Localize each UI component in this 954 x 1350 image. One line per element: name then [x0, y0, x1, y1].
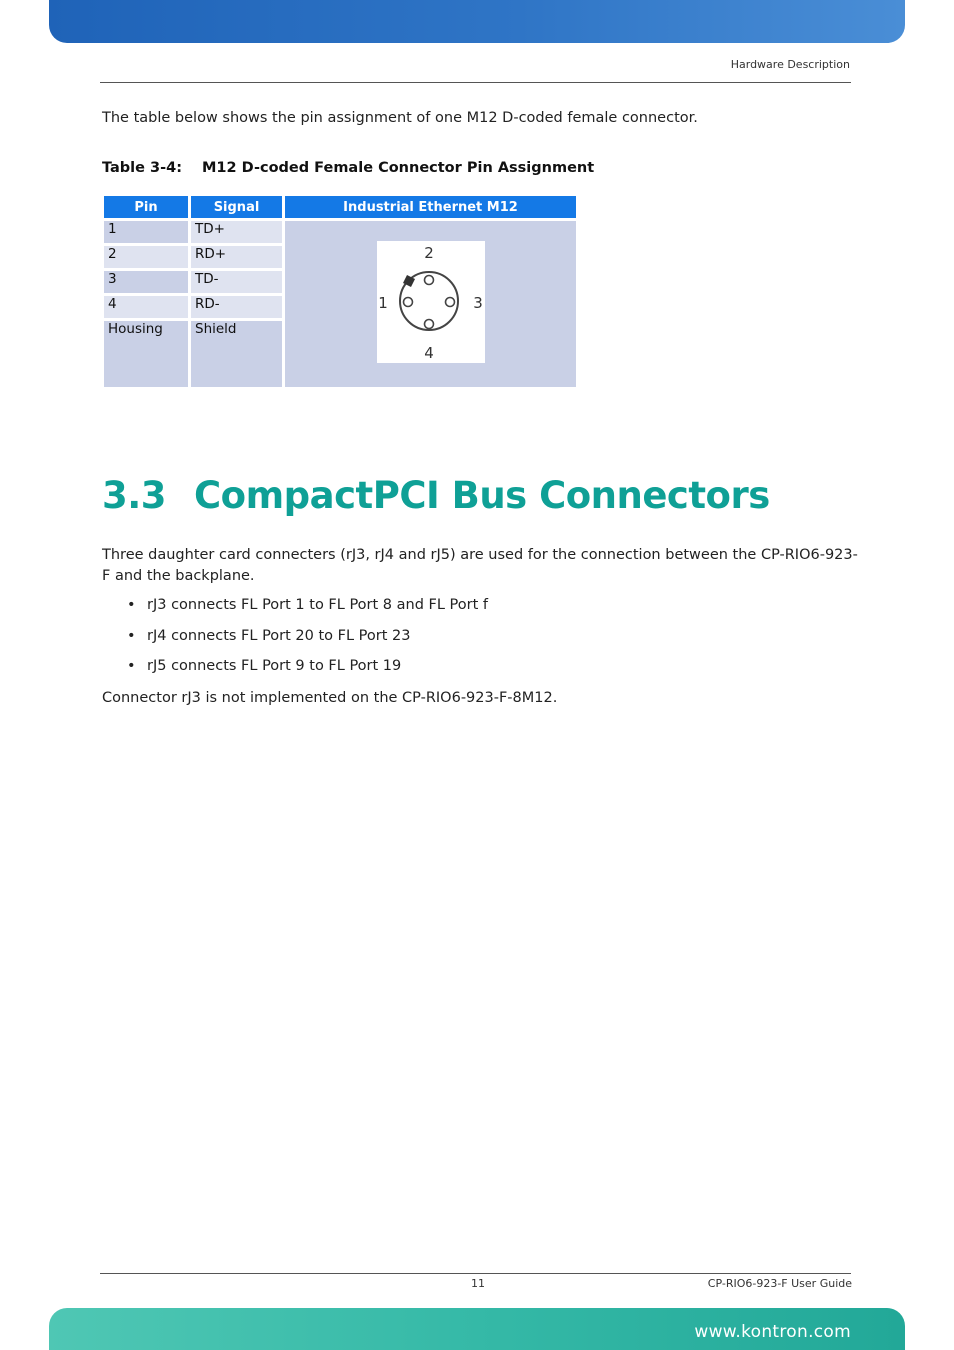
running-head: Hardware Description [730, 58, 850, 71]
section-note: Connector rJ3 is not implemented on the CP-RIO6-923-F-8M12. [102, 690, 558, 706]
header-band [49, 0, 905, 43]
connector-label-bottom: 4 [423, 344, 434, 362]
list-item [127, 658, 401, 674]
header-rule [100, 82, 851, 83]
connector-label-right: 3 [472, 294, 483, 312]
table-caption-title: M12 D-coded Female Connector Pin Assignment [202, 160, 595, 176]
header-connector: Industrial Ethernet M12 [285, 196, 576, 218]
connector-label-top: 2 [423, 244, 434, 262]
pin-assignment-table [101, 193, 579, 390]
cell-pin: Housing [104, 321, 188, 387]
list-item-text: rJ5 connects FL Port 9 to FL Port 19 [147, 658, 402, 674]
footer-band [49, 1308, 905, 1350]
footer-rule [100, 1273, 851, 1274]
connector-label-left: 1 [377, 294, 388, 312]
table-caption-number: Table 3-4: [102, 160, 183, 176]
header-signal: Signal [191, 196, 282, 218]
cell-pin: 4 [104, 296, 188, 318]
website-link[interactable]: www.kontron.com [694, 1322, 851, 1342]
table-caption [102, 160, 594, 176]
list-item [127, 597, 488, 613]
list-item-text: rJ3 connects FL Port 1 to FL Port 8 and FL Port f [147, 597, 489, 613]
bullet-icon: • [127, 658, 136, 674]
cell-pin: 3 [104, 271, 188, 293]
cell-signal: Shield [191, 321, 282, 387]
list-item-text: rJ4 connects FL Port 20 to FL Port 23 [147, 628, 411, 644]
document-title: CP-RIO6-923-F User Guide [707, 1277, 852, 1290]
m12-connector-icon [377, 241, 485, 363]
cell-signal: TD- [191, 271, 282, 293]
table-header-row [104, 196, 576, 218]
section-title: CompactPCI Bus Connectors [194, 474, 770, 517]
connector-image-cell [285, 221, 576, 387]
page-number: 11 [471, 1277, 485, 1290]
section-number: 3.3 [102, 474, 167, 517]
bullet-icon: • [127, 628, 136, 644]
intro-text: The table below shows the pin assignment of one M12 D-coded female connector. [102, 110, 698, 126]
section-paragraph: Three daughter card connecters (rJ3, rJ4 and rJ5) are used for the connection between the CP-RIO6-923-F and the backplane. [102, 547, 858, 584]
header-pin: Pin [104, 196, 188, 218]
cell-pin: 2 [104, 246, 188, 268]
cell-pin: 1 [104, 221, 188, 243]
connector-diagram [377, 241, 485, 363]
bullet-icon: • [127, 597, 136, 613]
cell-signal: RD- [191, 296, 282, 318]
table-row [104, 221, 576, 243]
cell-signal: TD+ [191, 221, 282, 243]
list-item [127, 628, 410, 644]
cell-signal: RD+ [191, 246, 282, 268]
section-heading [102, 474, 770, 517]
